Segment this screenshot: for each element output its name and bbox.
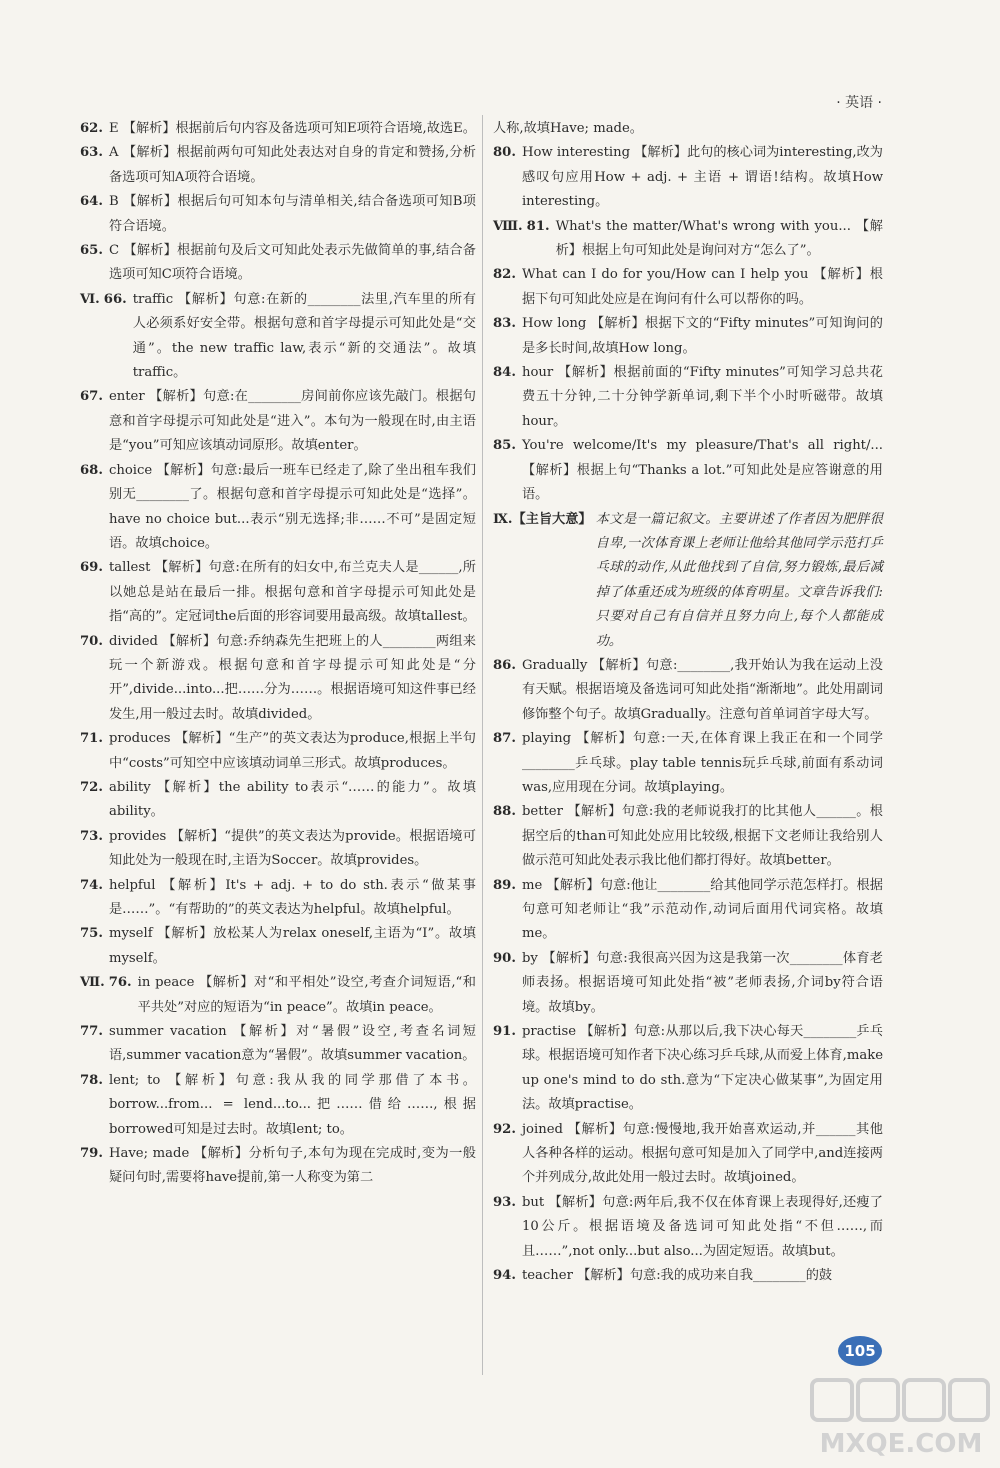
subject-header: · 英语 · [836, 95, 882, 111]
section-numeral: Ⅶ. [80, 975, 105, 991]
question-number: 81. [526, 218, 550, 234]
answer-text: You're welcome/It's my pleasure/That's all right/... 【解析】根据上句“Thanks a lot.”可知此处是应答谢意的用语。 [521, 438, 883, 503]
answer-text: practise 【解析】句意:从那以后,我下决心每天________乒乓球。根据语境可知作者下决心练习乒乓球,从而爱上体育,make up one's mind to do sth.意为“下定决心做某事”,为固定用法。故填practise。 [521, 1024, 883, 1113]
left-column [80, 117, 476, 1191]
summary-text: 本文是一篇记叙文。主要讲述了作者因为肥胖很自卑,一次体育课上老师让他给其他同学示范打乒乓球的动作,从此他找到了自信,努力锻炼,最后减掉了体重还成为班级的体育明星。文章告诉我们:只要对自己有自信并且努力向上,每个人都能成功。 [595, 511, 883, 649]
watermark-logo [810, 1376, 992, 1462]
answer-text: me 【解析】句意:他让________给其他同学示范怎样打。根据句意可知老师让“我”示范动作,动词后面用代词宾格。故填me。 [521, 877, 883, 942]
answer-entry [80, 141, 476, 190]
answer-entry [80, 288, 476, 386]
answer-entry [80, 459, 476, 557]
answer-entry [493, 434, 883, 507]
watermark-text: MXQE.COM [819, 1429, 983, 1459]
answer-text: Have; made 【解析】分析句子,本句为现在完成时,变为一般疑问句时,需要将have提前,第一人称变为第二 [108, 1146, 476, 1186]
answer-entry [80, 727, 476, 776]
answer-entry [493, 312, 883, 361]
question-number: 75. [80, 926, 103, 942]
answer-text: A 【解析】根据前两句可知此处表达对自身的肯定和赞扬,分析备选项可知A项符合语境。 [108, 145, 476, 185]
answer-text: by 【解析】句意:我很高兴因为这是我第一次________体育老师表扬。根据语境可知此处指“被”老师表扬,介词by符合语境。故填by。 [521, 950, 883, 1015]
answer-entry [80, 385, 476, 458]
page-number: 105 [838, 1336, 882, 1366]
question-number: 86. [493, 657, 516, 673]
answer-entry [80, 117, 476, 141]
question-number: 76. [108, 975, 132, 991]
answer-entry [80, 874, 476, 923]
answer-entry [493, 1191, 883, 1264]
question-number: 93. [493, 1194, 516, 1210]
answer-text: lent; to 【解析】句意:我从我的同学那借了本书。borrow...from... = lend...to...把……借给……,根据borrowed可知是过去时。故填lent; to。 [108, 1072, 476, 1137]
answer-text: summer vacation 【解析】对“暑假”设空,考查名词短语,summer vacation意为“暑假”。故填summer vacation。 [108, 1024, 476, 1064]
question-number: 92. [493, 1121, 516, 1137]
question-number: 88. [493, 804, 516, 820]
answer-entry [80, 922, 476, 971]
answer-text: 人称,故填Have; made。 [493, 121, 643, 136]
question-number: 72. [80, 779, 103, 795]
answer-entry [493, 727, 883, 800]
question-number: 91. [493, 1024, 516, 1040]
answer-entry [80, 1069, 476, 1142]
answer-text: myself 【解析】放松某人为relax oneself,主语为“I”。故填myself。 [108, 926, 476, 966]
question-number: 63. [80, 145, 103, 161]
answer-entry [80, 776, 476, 825]
question-number: 74. [80, 877, 103, 893]
answer-text: produces 【解析】“生产”的英文表达为produce,根据上半句中“costs”可知空中应该填动词单三形式。故填produces。 [108, 731, 476, 771]
answer-entry [80, 971, 476, 1020]
question-number: 84. [493, 365, 516, 381]
question-number: 94. [493, 1268, 516, 1284]
answer-entry [493, 508, 883, 654]
answer-text: choice 【解析】句意:最后一班车已经走了,除了坐出租车我们别无________了。根据句意和首字母提示可知此处是“选择”。have no choice but...表示“别无选择;非……不可”是固定短语。故填choice。 [108, 462, 476, 551]
section-numeral: Ⅵ. [80, 291, 100, 307]
question-number: 87. [493, 731, 516, 747]
answer-entry [493, 947, 883, 1020]
answer-text: Gradually 【解析】句意:________,我开始认为我在运动上没有天赋。根据语境及备选词可知此处指“渐渐地”。此处用副词修饰整个句子。故填Gradually。注意句首单词首字母大写。 [521, 657, 883, 722]
answer-entry [493, 800, 883, 873]
answer-text: What's the matter/What's wrong with you... 【解析】根据上句可知此处是询问对方“怎么了”。 [555, 218, 883, 259]
answer-text: ability 【解析】the ability to表示“……的能力”。故填ability。 [108, 779, 476, 820]
column-divider [482, 115, 483, 1375]
question-number: 73. [80, 828, 103, 844]
answer-entry [493, 1118, 883, 1191]
question-number: 67. [80, 389, 103, 405]
answer-entry [80, 1142, 476, 1191]
summary-label: Ⅸ.【主旨大意】 [493, 511, 592, 527]
answer-text: but 【解析】句意:两年后,我不仅在体育课上表现得好,还瘦了10公斤。根据语境及备选词可知此处指“不但……,而且……”,not only...but also...为固定短语。故填but。 [521, 1194, 883, 1259]
answer-text: divided 【解析】句意:乔纳森先生把班上的人________两组来玩一个新游戏。根据句意和首字母提示可知此处是“分开”,divide...into...把……分为……。根据语境可知这件事已经发生,用一般过去时。故填divided。 [108, 633, 476, 722]
answer-text: teacher 【解析】句意:我的成功来自我________的鼓 [521, 1268, 833, 1284]
question-number: 80. [493, 145, 516, 161]
answer-entry [493, 263, 883, 312]
answer-text: How long 【解析】根据下文的“Fifty minutes”可知询问的是多长时间,故填How long。 [521, 316, 883, 356]
answer-entry [80, 1020, 476, 1069]
question-number: 69. [80, 560, 103, 576]
answer-text: traffic 【解析】句意:在新的________法里,汽车里的所有人必须系好安全带。根据句意和首字母提示可知此处是“交通”。the new traffic law,表示“新的交通法”。故填traffic。 [132, 291, 476, 381]
question-number: 62. [80, 121, 103, 136]
answer-entry [493, 1264, 883, 1288]
answer-entry [80, 239, 476, 288]
question-number: 85. [493, 438, 516, 454]
question-number: 79. [80, 1146, 103, 1162]
answer-text: in peace 【解析】对“和平相处”设空,考查介词短语,“和平共处”对应的短语为“in peace”。故填in peace。 [137, 975, 476, 1015]
question-number: 90. [493, 950, 516, 966]
answer-text: What can I do for you/How can I help you 【解析】根据下句可知此处应是在询问有什么可以帮你的吗。 [521, 267, 883, 307]
answer-entry [493, 1020, 883, 1118]
question-number: 66. [103, 291, 127, 307]
answer-text: helpful 【解析】It's + adj. + to do sth.表示“做某事是……”。“有帮助的”的英文表达为helpful。故填helpful。 [108, 877, 476, 917]
right-column [493, 117, 883, 1289]
answer-entry [493, 117, 883, 141]
answer-text: provides 【解析】“提供”的英文表达为provide。根据语境可知此处为一般现在时,主语为Soccer。故填provides。 [108, 828, 476, 869]
question-number: 77. [80, 1024, 103, 1040]
question-number: 83. [493, 316, 516, 332]
answer-text: tallest 【解析】句意:在所有的妇女中,布兰克夫人是______,所以她总是站在最后一排。根据句意和首字母提示可知此处是指“高的”。定冠词the后面的形容词要用最高级。故填tallest。 [108, 560, 476, 625]
answer-text: better 【解析】句意:我的老师说我打的比其他人______。根据空后的than可知此处应用比较级,根据下文老师让我给别人做示范可知此处表示我比他们都打得好。故填better。 [521, 804, 883, 869]
answer-entry [493, 141, 883, 214]
question-number: 71. [80, 731, 103, 747]
answer-entry [493, 215, 883, 264]
question-number: 78. [80, 1072, 103, 1088]
answer-text: C 【解析】根据前句及后文可知此处表示先做简单的事,结合备选项可知C项符合语境。 [108, 243, 476, 283]
answer-entry [80, 630, 476, 728]
question-number: 82. [493, 267, 516, 283]
answer-text: How interesting 【解析】此句的核心词为interesting,改为感叹句应用How + adj. + 主语 + 谓语!结构。故填How interesting。 [521, 145, 883, 210]
answer-text: hour 【解析】根据前面的“Fifty minutes”可知学习总共花费五十分钟,二十分钟学新单词,剩下半个小时听磁带。故填hour。 [521, 365, 883, 429]
question-number: 64. [80, 194, 103, 210]
answer-entry [80, 556, 476, 629]
answer-entry [493, 361, 883, 434]
question-number: 68. [80, 462, 103, 478]
answer-text: playing 【解析】句意:一天,在体育课上我正在和一个同学________乒乓球。play table tennis玩乒乓球,前面有系动词was,应用现在分词。故填playing。 [521, 731, 883, 795]
section-numeral: Ⅷ. [493, 218, 523, 234]
question-number: 65. [80, 243, 103, 259]
answer-text: E 【解析】根据前后句内容及备选项可知E项符合语境,故选E。 [108, 121, 476, 136]
answer-text: joined 【解析】句意:慢慢地,我开始喜欢运动,并______其他人各种各样的运动。根据句意可知是加入了同学中,and连接两个并列成分,故此处用一般过去时。故填joined。 [521, 1121, 883, 1186]
answer-entry [493, 654, 883, 727]
question-number: 89. [493, 877, 516, 893]
question-number: 70. [80, 633, 103, 649]
answer-entry [80, 825, 476, 874]
answer-text: B 【解析】根据后句可知本句与清单相关,结合备选项可知B项符合语境。 [108, 194, 476, 234]
answer-entry [80, 190, 476, 239]
answer-text: enter 【解析】句意:在________房间前你应该先敲门。根据句意和首字母提示可知此处是“进入”。本句为一般现在时,由主语是“you”可知应该填动词原形。故填enter。 [108, 389, 476, 454]
answer-entry [493, 874, 883, 947]
